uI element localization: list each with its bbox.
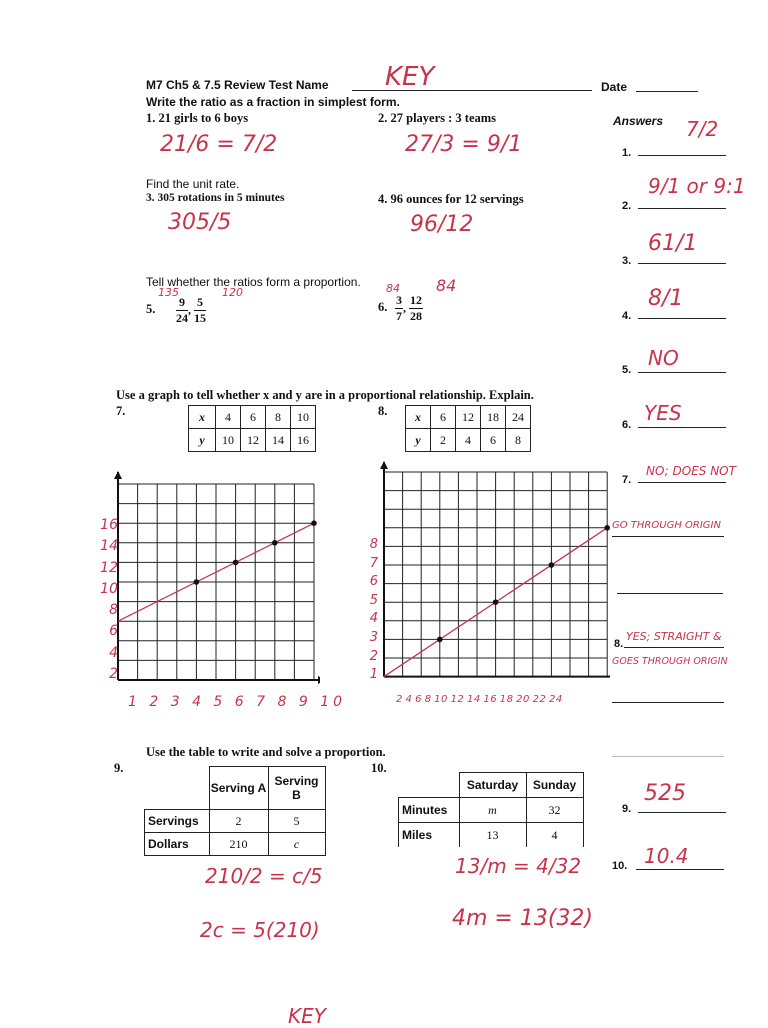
fraction-3-7 <box>395 293 403 324</box>
table-corner <box>399 773 460 798</box>
answer-value: 8/1 <box>648 286 684 311</box>
work-9a: 210/2 = c/5 <box>205 864 323 888</box>
table-row-label: Servings <box>145 810 210 833</box>
answer-value: GOES THROUGH ORIGIN <box>612 656 728 667</box>
work-9b: 2c = 5(210) <box>200 918 320 942</box>
answer-value: 9/1 or 9:1 <box>648 174 746 198</box>
answer-value: YES; STRAIGHT & <box>626 630 722 643</box>
answer-number: 2. <box>622 200 632 212</box>
table-row <box>145 810 326 833</box>
work-10a: 13/m = 4/32 <box>455 854 582 878</box>
table-cell: c <box>268 833 325 856</box>
answer-line <box>638 208 726 209</box>
answer-line <box>638 155 726 156</box>
answer-line <box>612 702 724 703</box>
graph-7-point <box>311 520 317 526</box>
instruction-unit-rate: Find the unit rate. <box>146 177 240 191</box>
table-cell: 4 <box>526 823 583 848</box>
table-cell: 210 <box>209 833 268 856</box>
answer-row-10 <box>612 844 726 872</box>
fraction-5-15 <box>194 295 206 326</box>
table-cell: 5 <box>268 810 325 833</box>
answer-row-7-cont <box>612 522 726 538</box>
question-9: 9. <box>114 761 124 775</box>
table-header: x <box>406 406 431 429</box>
answer-number: 5. <box>622 364 632 376</box>
table-cell: 8 <box>506 429 531 452</box>
table-cell: 6 <box>241 406 266 429</box>
answer-line <box>638 482 726 483</box>
answer-row-4 <box>622 286 726 322</box>
table-row <box>399 773 584 798</box>
graph-7-y-label: 6 <box>109 623 118 640</box>
table-cell: 12 <box>456 406 481 429</box>
graph-7-y-label: 14 <box>100 538 118 555</box>
table-row <box>399 798 584 823</box>
numerator: 12 <box>410 293 422 307</box>
table-cell: 24 <box>506 406 531 429</box>
question-4: 4. 96 ounces for 12 servings <box>378 192 524 206</box>
graph-8-y-label: 3 <box>369 629 378 645</box>
answer-number: 7. <box>622 474 632 486</box>
question-2: 2. 27 players : 3 teams <box>378 111 497 125</box>
answer-line <box>612 756 724 757</box>
answer-value: YES <box>644 401 682 425</box>
table-cell: 10 <box>291 406 316 429</box>
work-6a: 84 <box>386 282 400 295</box>
instruction-ratio: Write the ratio as a fraction in simplest form. <box>146 95 400 109</box>
denominator: 15 <box>194 311 206 325</box>
graph-8-y-label: 1 <box>369 667 378 683</box>
question-8: 8. <box>378 404 388 418</box>
numerator: 9 <box>176 295 188 311</box>
numerator: 3 <box>396 293 402 307</box>
answer-row-9 <box>622 781 726 815</box>
question-3: 3. 305 rotations in 5 minutes <box>146 192 285 204</box>
table-cell: 16 <box>291 429 316 452</box>
table-header: Serving A <box>209 767 268 810</box>
answer-line <box>638 812 726 813</box>
table-row-label: Miles <box>399 823 460 848</box>
table-row <box>189 429 316 452</box>
y-axis-arrow <box>380 461 388 469</box>
table-row <box>189 406 316 429</box>
answers-heading: Answers <box>613 114 664 128</box>
answer-line <box>612 536 724 537</box>
graph-8-y-label: 5 <box>369 592 378 608</box>
answer-row-6 <box>622 401 726 431</box>
table-cell: 13 <box>459 823 526 848</box>
question-5-number: 5. <box>146 302 156 316</box>
instruction-graph: Use a graph to tell whether x and y are in a proportional relationship. Explain. <box>116 388 534 402</box>
denominator: 28 <box>410 309 422 323</box>
graph-7-y-label: 2 <box>109 666 118 683</box>
answer-number: 10. <box>612 860 628 872</box>
y-axis-arrow <box>114 471 122 479</box>
name-value: KEY <box>385 62 435 92</box>
fraction-9-24 <box>176 295 188 326</box>
table-7 <box>188 405 316 452</box>
answer-line <box>638 318 726 319</box>
table-cell: 18 <box>481 406 506 429</box>
graph-7-y-label: 4 <box>109 644 118 661</box>
table-cell: 4 <box>216 406 241 429</box>
answer-blank-line-2 <box>612 702 726 704</box>
question-6-ratios: $\frac{3}{7}$ , $\frac{12}{28}$ <box>396 293 422 323</box>
answer-line <box>638 427 726 428</box>
work-5b: 120 <box>222 286 243 299</box>
table-header: Serving B <box>268 767 325 810</box>
denominator: 24 <box>176 311 188 325</box>
bottom-scrawl: KEY <box>288 1004 326 1028</box>
answer-value: 10.4 <box>644 844 689 868</box>
instruction-proportion: Tell whether the ratios form a proportion. <box>146 275 361 289</box>
table-row <box>145 833 326 856</box>
answer-number: 9. <box>622 803 632 815</box>
table-row <box>406 429 531 452</box>
answer-row-5 <box>622 346 726 376</box>
answer-value: NO <box>648 346 679 370</box>
table-header: y <box>406 429 431 452</box>
graph-7-y-label: 8 <box>109 602 118 619</box>
graph-8-y-label: 6 <box>369 574 378 590</box>
graph-8-y-label: 8 <box>369 537 378 552</box>
graph-8-point <box>437 637 443 643</box>
answer-line <box>636 869 724 870</box>
graph-7-y-label: 10 <box>100 580 118 597</box>
table-9 <box>144 766 326 856</box>
answer-line <box>624 647 724 648</box>
answer-row-7 <box>622 464 736 486</box>
answer-line <box>638 263 726 264</box>
answer-value: NO; DOES NOT <box>646 464 736 478</box>
graph-8-y-label: 4 <box>369 611 378 627</box>
answer-value: 7/2 <box>686 117 719 141</box>
answer-row-8 <box>614 630 726 650</box>
graph-7-point <box>272 540 278 546</box>
table-row-label: Minutes <box>399 798 460 823</box>
table-header: x <box>189 406 216 429</box>
answer-number: 1. <box>622 147 632 159</box>
answer-number: 3. <box>622 255 632 267</box>
table-row-label: Dollars <box>145 833 210 856</box>
instruction-solve: Use the table to write and solve a proportion. <box>146 745 386 759</box>
graph-7-y-label: 16 <box>100 517 118 533</box>
graph-7-point <box>233 560 239 566</box>
date-label: Date <box>601 80 628 94</box>
table-cell: 14 <box>266 429 291 452</box>
table-cell: m <box>459 798 526 823</box>
answer-row-3 <box>622 231 726 267</box>
table-cell: 6 <box>481 429 506 452</box>
question-6-number: 6. <box>378 300 388 314</box>
denominator: 7 <box>396 309 402 323</box>
graph-8-y-label: 2 <box>369 648 378 664</box>
work-6b: 84 <box>436 276 457 295</box>
answer-number: 8. <box>614 638 624 650</box>
question-5-ratios: $\frac{9}{24}$ , $\frac{5}{15}$ <box>176 295 206 325</box>
answer-line <box>638 372 726 373</box>
table-cell: 2 <box>431 429 456 452</box>
table-cell: 6 <box>431 406 456 429</box>
table-cell: 4 <box>456 429 481 452</box>
answer-value: GO THROUGH ORIGIN <box>612 520 721 531</box>
work-2: 27/3 = 9/1 <box>405 132 523 157</box>
table-cell: 32 <box>526 798 583 823</box>
work-5a: 135 <box>158 286 179 299</box>
work-10b: 4m = 13(32) <box>452 906 594 931</box>
graph-7 <box>108 470 320 696</box>
graph-7-y-label: 12 <box>100 559 118 576</box>
table-10 <box>398 772 584 847</box>
graph-7-point <box>194 579 200 585</box>
graph-8-point <box>604 525 610 531</box>
date-line <box>636 91 698 92</box>
work-3: 305/5 <box>168 210 232 235</box>
answer-value: 525 <box>644 781 686 806</box>
table-8 <box>405 405 531 452</box>
answer-value: 61/1 <box>648 231 698 256</box>
answer-line <box>617 593 723 594</box>
graph-8-x-labels: 2 4 6 8 10 12 14 16 18 20 22 24 <box>396 694 563 705</box>
graph-7-y-labels <box>92 515 118 685</box>
graph-8-point <box>549 562 555 568</box>
answer-row-2 <box>622 174 746 212</box>
table-cell: 12 <box>241 429 266 452</box>
table-cell: 8 <box>266 406 291 429</box>
numerator: 5 <box>194 295 206 311</box>
table-header: Saturday <box>459 773 526 798</box>
fraction-12-28 <box>409 293 423 324</box>
graph-8-y-labels <box>358 536 378 685</box>
table-header: Sunday <box>526 773 583 798</box>
table-cell: 10 <box>216 429 241 452</box>
table-cell: 2 <box>209 810 268 833</box>
table-row <box>145 767 326 810</box>
table-header: y <box>189 429 216 452</box>
question-7: 7. <box>116 404 126 418</box>
answer-blank-line <box>617 593 725 595</box>
graph-8 <box>372 460 610 696</box>
work-1: 21/6 = 7/2 <box>160 132 278 157</box>
answer-row-8-cont <box>612 656 726 672</box>
question-10: 10. <box>371 761 387 775</box>
answer-number: 4. <box>622 310 632 322</box>
answer-blank-line-3 <box>612 756 726 758</box>
x-axis-arrow <box>318 676 320 684</box>
graph-8-point <box>493 599 499 605</box>
graph-8-y-label: 7 <box>369 555 378 571</box>
table-row <box>399 823 584 848</box>
page-title: M7 Ch5 & 7.5 Review Test Name <box>146 78 329 92</box>
table-row <box>406 406 531 429</box>
graph-7-x-labels: 1 2 3 4 5 6 7 8 9 10 <box>128 694 347 710</box>
answer-number: 6. <box>622 419 632 431</box>
table-corner <box>145 767 210 810</box>
work-4: 96/12 <box>410 212 474 237</box>
question-1: 1. 21 girls to 6 boys <box>146 111 249 125</box>
